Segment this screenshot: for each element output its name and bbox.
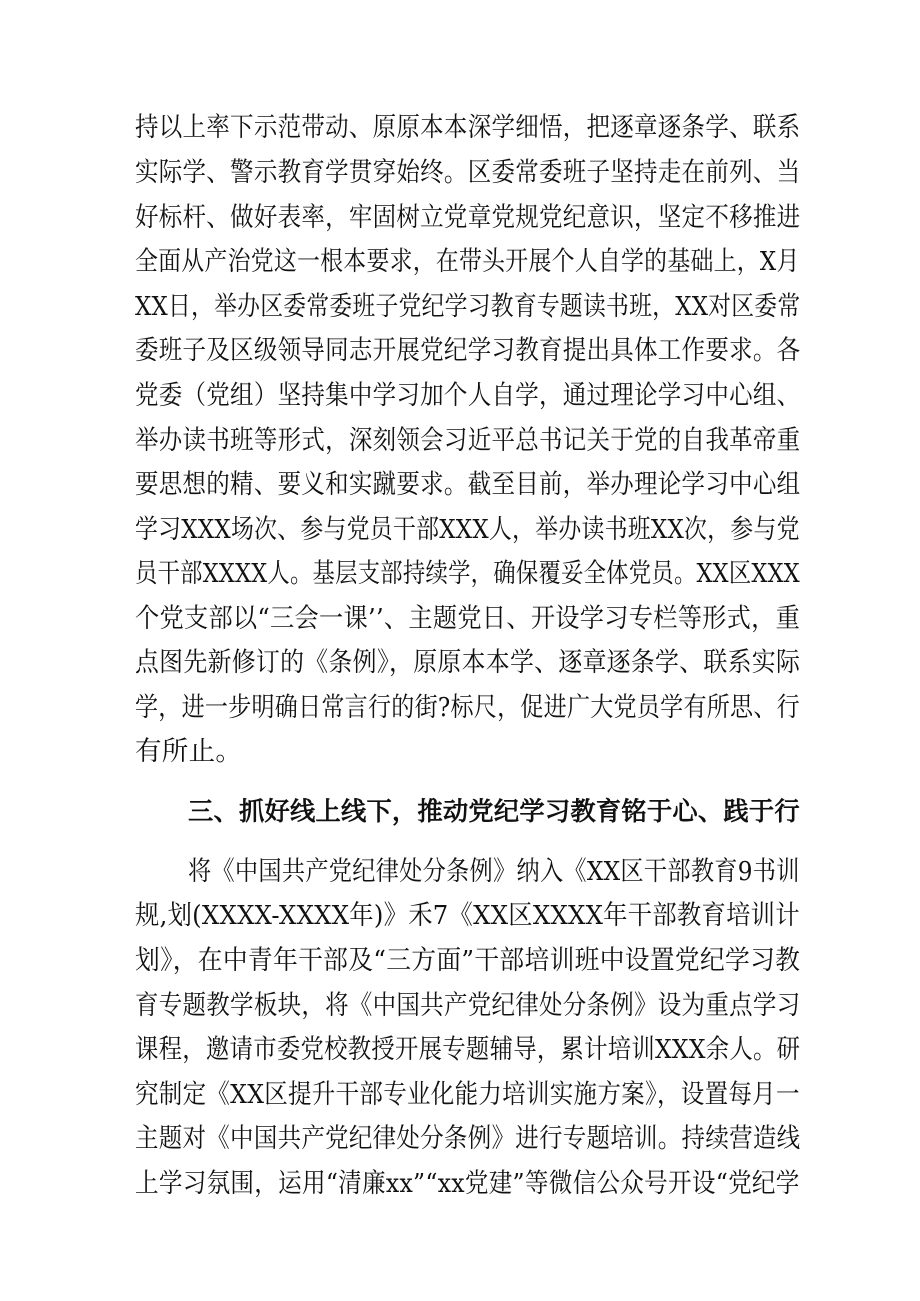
- paragraph-1-line: 要思想的精、要义和实蹴要求。截至目前，举办理论学习中心组: [135, 469, 801, 500]
- paragraph-2-line: 划》，在中青年干部及“三方面”干部培训班中设置党纪学习教: [135, 945, 801, 976]
- paragraph-1-line: 个党支部以“三会一课’’、主题党日、开设学习专栏等形式，重: [135, 603, 801, 634]
- paragraph-1-line: 有所止。: [135, 736, 243, 767]
- paragraph-2-line: 课程，邀请市委党校教授开展专题辅导，累计培训XXX余人。研: [135, 1034, 801, 1065]
- paragraph-2-line: 将《中国共产党纪律处分条例》纳入《XX区干部教育9书训: [188, 856, 800, 887]
- paragraph-2-line: 上学习氛围，运用“清廉xx”“xx党建”等微信公众号开设“党纪学: [135, 1168, 800, 1199]
- paragraph-1-line: 党委（党组）坚持集中学习加个人自学，通过理论学习中心组、: [135, 380, 801, 411]
- paragraph-1-line: 全面从产治党这一根本要求，在带头开展个人自学的基础上，X月: [135, 246, 800, 277]
- paragraph-1-line: 实际学、警示教育学贯穿始终。区委常委班子坚持走在前列、当: [135, 157, 801, 188]
- paragraph-1-line: 员干部XXXX人。基层支部持续学，确保覆妥全体党员。XX区XXX: [135, 558, 800, 589]
- paragraph-1-line: 好标杆、做好表率，牢固树立党章党规党纪意识，坚定不移推进: [135, 202, 801, 233]
- paragraph-1-line: XX日，举办区委常委班子党纪学习教育专题读书班，XX对区委常: [135, 291, 801, 322]
- paragraph-2-line: 规,划(XXXX-XXXX年)》禾7《XX区XXXX年干部教育培训计: [135, 900, 800, 931]
- paragraph-2-line: 主题对《中国共产党纪律处分条例》进行专题培训。持续营造线: [135, 1123, 801, 1154]
- paragraph-1-line: 委班子及区级领导同志开展党纪学习教育提出具体工作要求。各: [135, 335, 801, 366]
- paragraph-1-line: 学，进一步明确日常言行的街?标尺，促进广大党员学有所思、行: [135, 692, 800, 723]
- paragraph-1-line: 学习XXX场次、参与党员干部XXX人，举办读书班XX次，参与党: [135, 514, 800, 545]
- paragraph-1-line: 点图先新修订的《条例》，原原本本学、逐章逐条学、联系实际: [135, 647, 801, 678]
- paragraph-2-line: 育专题教学板块，将《中国共产党纪律处分条例》设为重点学习: [135, 990, 801, 1021]
- paragraph-1-line: 持以上率下示范带动、原原本本深学细悟，把逐章逐条学、联系: [135, 112, 801, 143]
- paragraph-2-line: 究制定《XX区提升干部专业化能力培训实施方案》，设置每月一: [135, 1079, 800, 1110]
- paragraph-1-line: 举办读书班等形式，深刻领会习近平总书记关于党的自我革帝重: [135, 425, 801, 456]
- section-heading: 三、抓好线上线下，推动党纪学习教育铭于心、践于行: [188, 797, 800, 827]
